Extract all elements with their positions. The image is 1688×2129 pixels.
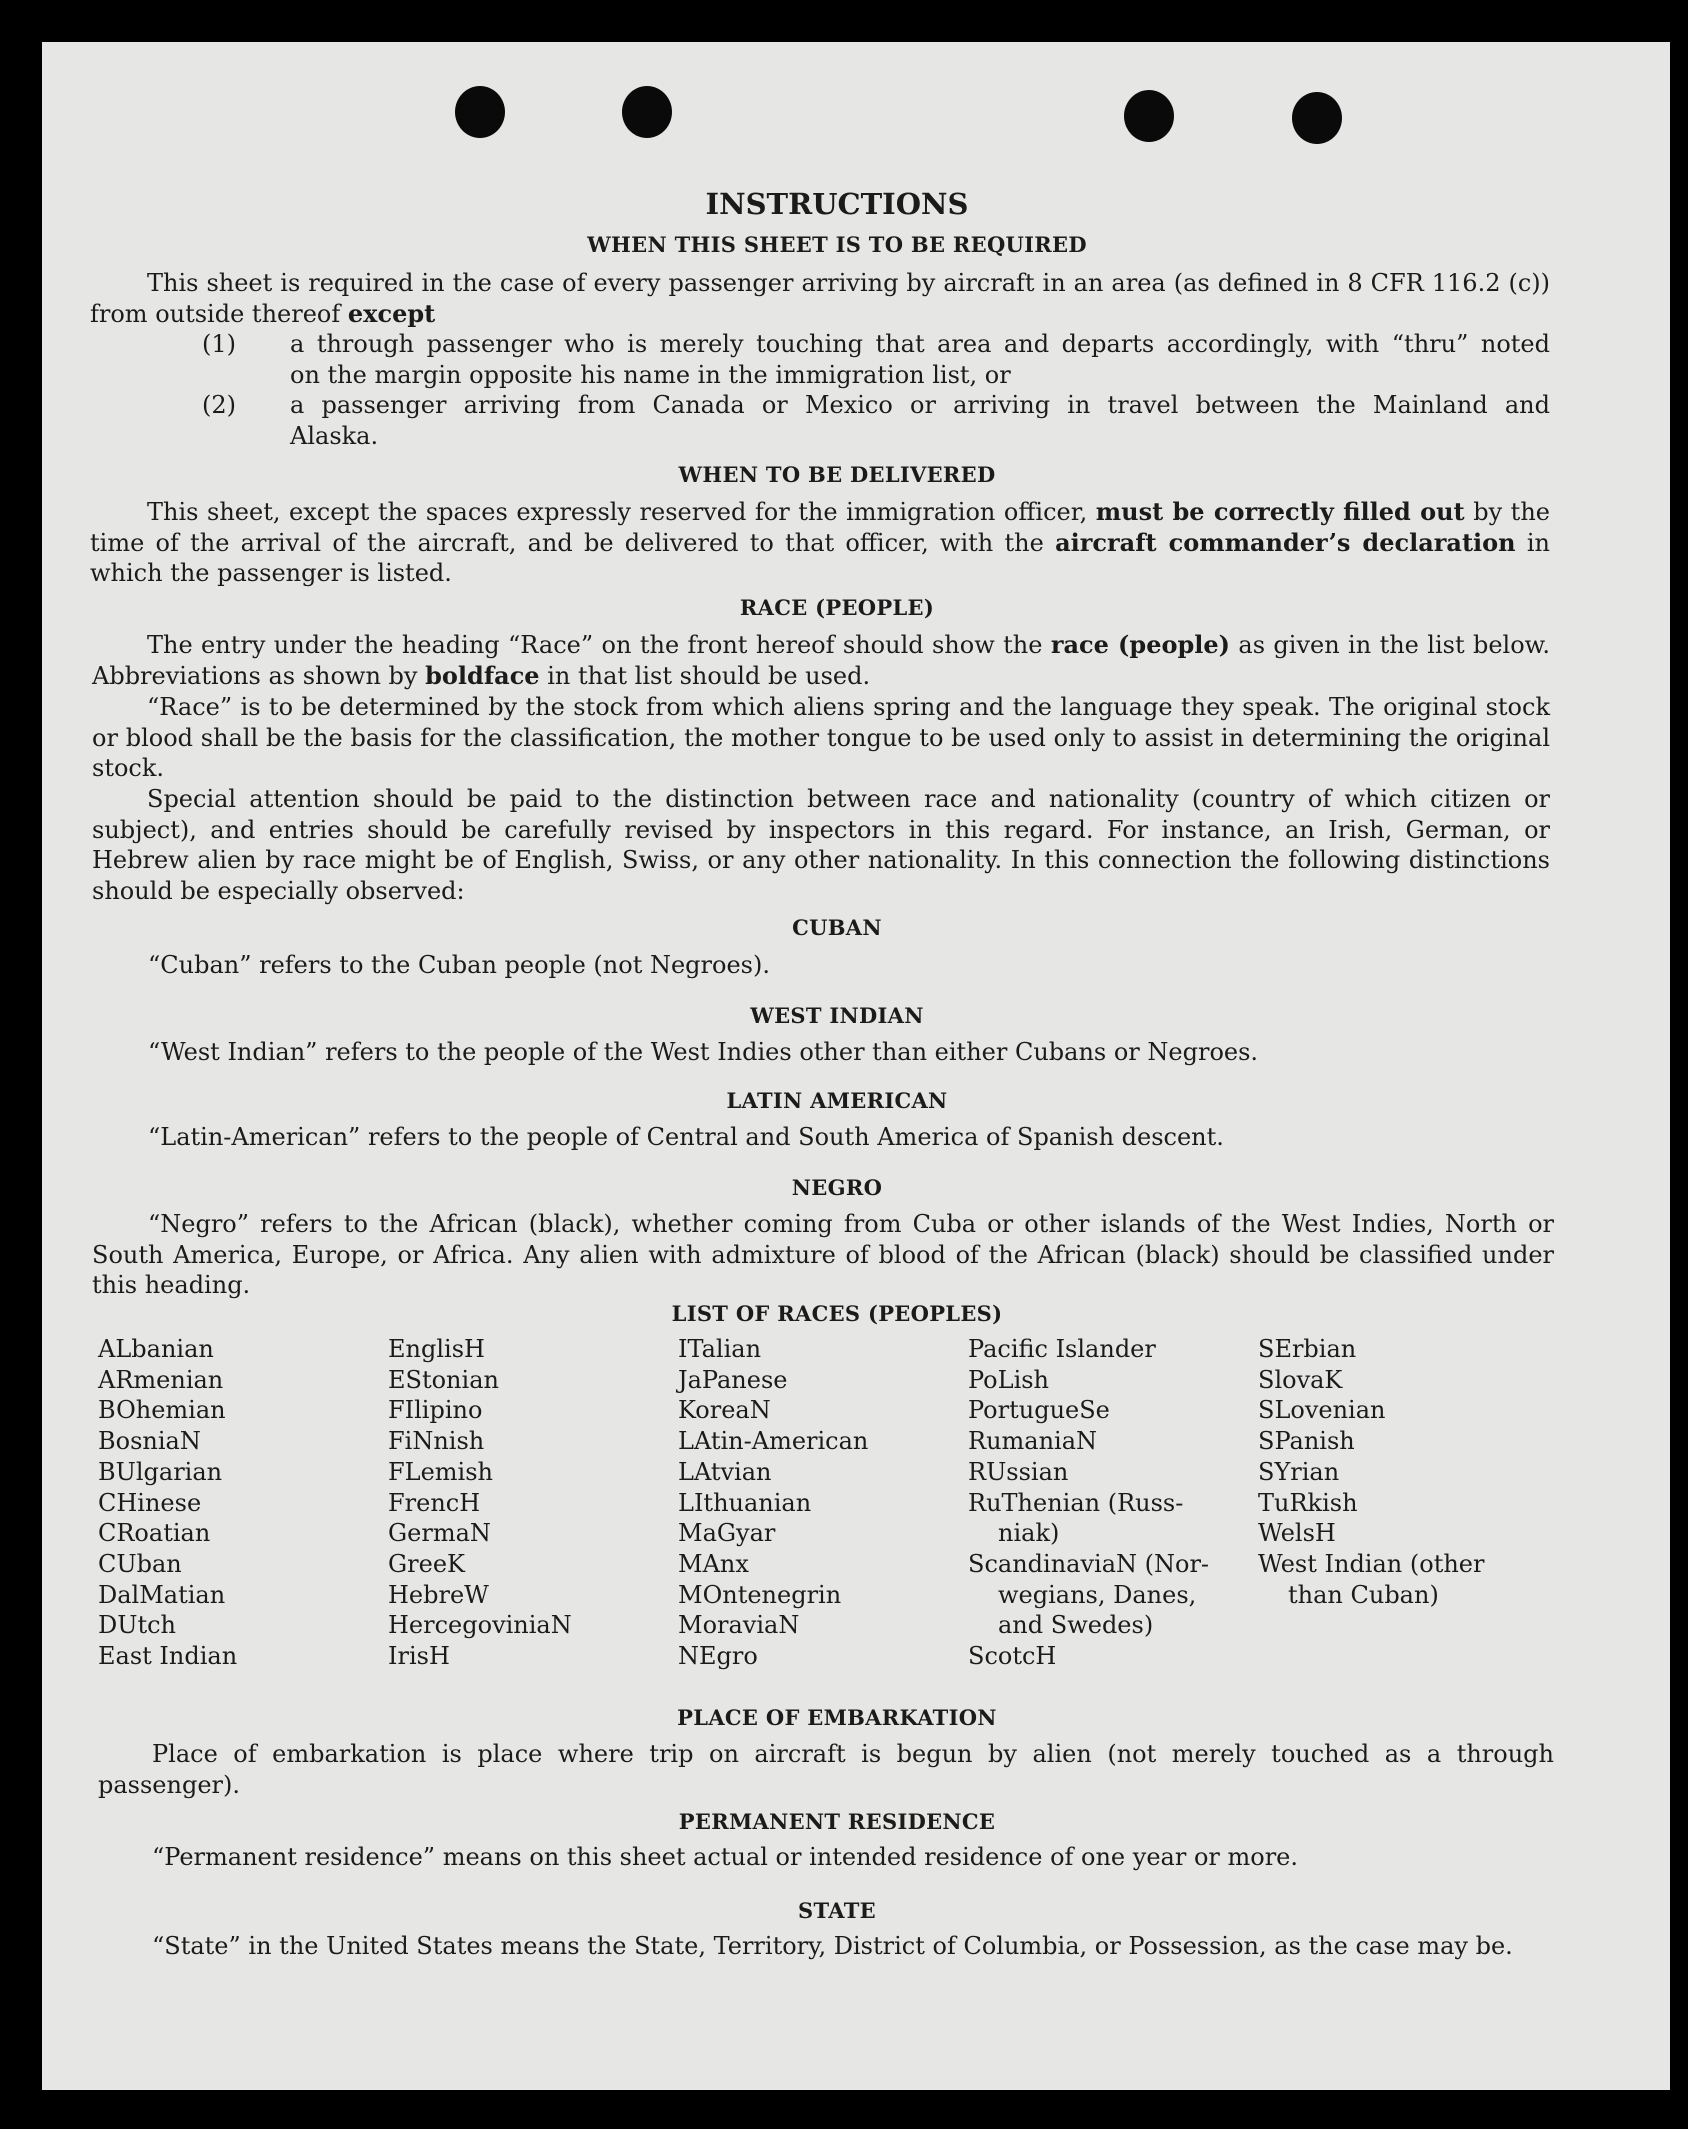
heading-negro: NEGRO: [791, 1175, 883, 1200]
race-entry: MOntenegrin: [678, 1580, 842, 1609]
delivered-bold-2: aircraft commander’s declaration: [1055, 527, 1516, 557]
race-entry: EnglisH: [388, 1335, 485, 1363]
residence-text: “Permanent residence” means on this sheet actual or intended residence of one year or more.: [152, 1843, 1298, 1871]
race-entry: PortugueSe: [968, 1396, 1110, 1425]
heading-state: STATE: [798, 1898, 876, 1923]
race-entry: GermaN: [388, 1519, 491, 1548]
race-entry: RUssian: [968, 1457, 1069, 1486]
race-paragraph-1: [92, 630, 1550, 691]
race-entry: ITalian: [678, 1335, 762, 1363]
race-p2-text: “Race” is to be determined by the stock from which aliens spring and the language they speak. The original stock or blood shall be the basis for the classification, the mother tongue to be used only to assist in determining the original stock.: [92, 693, 1550, 782]
race-entry: wegians, Danes,: [998, 1580, 1197, 1609]
race-entry: Pacific Islander: [968, 1335, 1156, 1363]
heading-latin-american: LATIN AMERICAN: [726, 1088, 948, 1113]
race-p1-bold-a: race (people): [1050, 630, 1230, 659]
race-entry: WelsH: [1258, 1519, 1336, 1548]
race-p1-text-c: in that list should be used.: [547, 661, 871, 690]
race-entry: RumaniaN: [968, 1427, 1098, 1456]
race-entry: niak): [998, 1519, 1060, 1548]
race-entry: CHinese: [98, 1488, 202, 1517]
exception-2-number: (2): [202, 391, 236, 419]
cuban-text: “Cuban” refers to the Cuban people (not Negroes).: [148, 951, 770, 979]
race-entry: IrisH: [388, 1642, 450, 1671]
state-text: “State” in the United States means the State, Territory, District of Columbia, or Possession, as the case may be.: [152, 1932, 1513, 1960]
race-entry: EStonian: [388, 1365, 499, 1394]
delivered-text-2: by the time of the arrival of the aircraft, and be delivered to that officer, with the: [90, 498, 1550, 557]
race-paragraph-2: [92, 692, 1550, 784]
race-entry: MoraviaN: [678, 1611, 800, 1640]
heading-when-delivered: WHEN TO BE DELIVERED: [678, 462, 996, 487]
race-entry: ScandinaviaN (Nor-: [968, 1549, 1210, 1578]
heading-permanent-residence: PERMANENT RESIDENCE: [678, 1809, 996, 1834]
required-intro-except: except: [347, 298, 436, 328]
race-entry: MaGyar: [678, 1519, 776, 1548]
race-paragraph-3: [92, 784, 1550, 906]
race-entry: FIlipino: [388, 1396, 483, 1425]
race-p1-text-a: The entry under the heading “Race” on the front hereof should show the: [147, 631, 1043, 659]
required-intro-text: This sheet is required in the case of every passenger arriving by aircraft in an area (as defined in 8 CFR 116.2 (c)) from outside thereof: [90, 269, 1550, 328]
race-entry: East Indian: [98, 1642, 238, 1671]
race-entry: TuRkish: [1258, 1488, 1358, 1517]
race-entry: SPanish: [1258, 1427, 1355, 1456]
delivered-text-1: This sheet, except the spaces expressly reserved for the immigration officer,: [147, 498, 1088, 526]
punch-hole-1: [455, 86, 505, 138]
page-title: INSTRUCTIONS: [705, 187, 969, 221]
race-p1-text-b: as given in the list below. Abbreviations as shown by: [92, 631, 1550, 690]
race-entry: RuThenian (Russ-: [968, 1488, 1184, 1517]
race-entry: FiNnish: [388, 1427, 485, 1456]
race-entry: NEgro: [678, 1642, 758, 1671]
latin-american-text: “Latin-American” refers to the people of Central and South America of Spanish descent.: [148, 1123, 1224, 1151]
race-entry: HebreW: [388, 1580, 489, 1609]
negro-paragraph: [92, 1209, 1554, 1301]
race-entry: FLemish: [388, 1457, 493, 1486]
race-entry: BUlgarian: [98, 1457, 223, 1486]
race-entry: SLovenian: [1258, 1396, 1386, 1425]
race-column-1: [98, 1334, 237, 1672]
heading-list-of-races: LIST OF RACES (PEOPLES): [671, 1301, 1003, 1326]
race-column-3: [678, 1334, 868, 1672]
race-entry: JaPanese: [678, 1365, 788, 1394]
punch-hole-4: [1292, 92, 1342, 144]
negro-text: “Negro” refers to the African (black), whether coming from Cuba or other islands of the West Indies, North or South America, Europe, or Africa. Any alien with admixture of blood of the African (black) should be classified under this heading.: [92, 1210, 1554, 1299]
race-entry: MAnx: [678, 1549, 749, 1578]
punch-hole-3: [1124, 90, 1174, 142]
race-entry: ARmenian: [98, 1365, 224, 1394]
delivered-bold-1: must be correctly filled out: [1095, 497, 1465, 526]
heading-place-of-embarkation: PLACE OF EMBARKATION: [677, 1705, 997, 1730]
state-paragraph: [100, 1931, 1556, 1962]
race-entry: LIthuanian: [678, 1488, 812, 1517]
race-column-5: [1258, 1334, 1484, 1610]
west-indian-text: “West Indian” refers to the people of the West Indies other than either Cubans or Negroes.: [148, 1038, 1259, 1066]
race-entry: SErbian: [1258, 1335, 1357, 1363]
race-entry: HercegoviniaN: [388, 1611, 572, 1640]
race-entry: West Indian (other: [1258, 1549, 1485, 1578]
race-entry: BosniaN: [98, 1427, 201, 1456]
race-entry: FrencH: [388, 1488, 481, 1517]
race-p1-bold-b: boldface: [425, 660, 540, 690]
exception-1-line2: on the margin opposite his name in the immigration list, or: [290, 361, 1011, 389]
race-entry: BOhemian: [98, 1396, 226, 1425]
exception-1-line1: a through passenger who is merely touching that area and departs accordingly, with “thru” noted: [290, 330, 1550, 358]
race-entry: LAtvian: [678, 1457, 772, 1486]
race-entry: CRoatian: [98, 1519, 211, 1548]
race-entry: LAtin-American: [678, 1427, 869, 1456]
embarkation-text: Place of embarkation is place where trip on aircraft is begun by alien (not merely touched as a through passenger).: [98, 1740, 1554, 1799]
heading-race: RACE (PEOPLE): [739, 595, 935, 620]
race-entry: SlovaK: [1258, 1365, 1343, 1394]
race-p3-text: Special attention should be paid to the distinction between race and nationality (country of which citizen or subject), and entries should be carefully revised by inspectors in this regard. For instance, an Irish, German, or Hebrew alien by race might be of English, Swiss, or any other nationality. In this connection the following distinctions should be especially observed:: [92, 785, 1550, 905]
race-entry: and Swedes): [998, 1611, 1154, 1640]
exception-1-number: (1): [202, 330, 236, 358]
race-entry: KoreaN: [678, 1396, 771, 1425]
document-page: [42, 42, 1670, 2090]
race-entry: DalMatian: [98, 1580, 226, 1609]
required-intro: [90, 268, 1550, 329]
exception-2-line2: Alaska.: [290, 422, 379, 450]
race-entry: than Cuban): [1288, 1580, 1439, 1609]
race-entry: SYrian: [1258, 1457, 1340, 1486]
heading-west-indian: WEST INDIAN: [750, 1003, 924, 1028]
race-entry: GreeK: [388, 1549, 465, 1578]
race-entry: ALbanian: [98, 1335, 214, 1363]
race-entry: CUban: [98, 1549, 182, 1578]
punch-hole-2: [622, 86, 672, 138]
delivered-text-3: in which the passenger is listed.: [90, 528, 1550, 587]
race-column-4: [968, 1334, 1209, 1672]
race-entry: PoLish: [968, 1365, 1050, 1394]
heading-when-required: WHEN THIS SHEET IS TO BE REQUIRED: [587, 232, 1087, 257]
embarkation-paragraph: [98, 1739, 1554, 1800]
race-entry: DUtch: [98, 1611, 177, 1640]
delivered-paragraph: [90, 497, 1550, 589]
race-entry: ScotcH: [968, 1642, 1057, 1671]
exception-2-line1: a passenger arriving from Canada or Mexico or arriving in travel between the Mainland and: [290, 391, 1550, 419]
race-column-2: [388, 1334, 572, 1672]
heading-cuban: CUBAN: [792, 915, 882, 940]
